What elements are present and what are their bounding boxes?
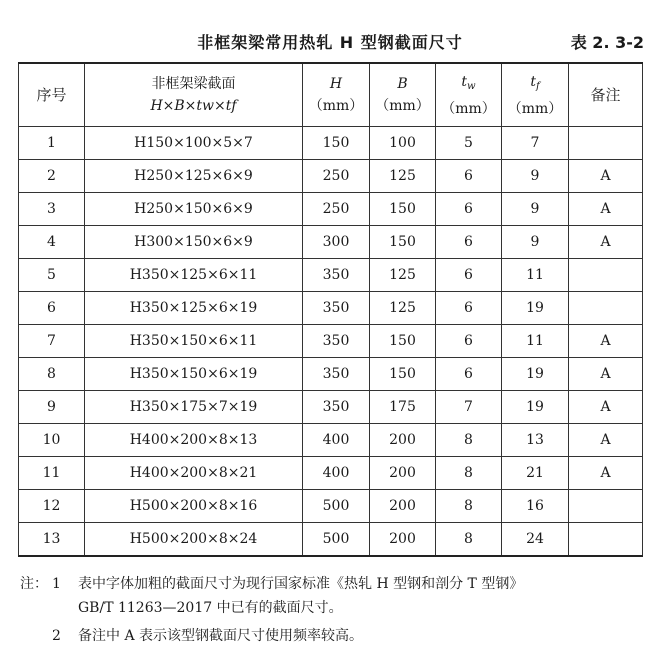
cell-tw: 7 <box>436 391 502 424</box>
table-row <box>19 325 643 358</box>
table-row <box>19 424 643 457</box>
cell-b: 125 <box>370 292 436 325</box>
header-tw <box>436 63 502 127</box>
cell-index: 3 <box>19 193 85 226</box>
cell-section: H250×150×6×9 <box>85 193 303 226</box>
cell-h: 400 <box>303 424 370 457</box>
header-section-formula: H×B×tw×tf <box>150 98 237 114</box>
note-item-2 <box>20 624 650 648</box>
cell-note <box>569 490 643 523</box>
cell-b: 100 <box>370 127 436 160</box>
section-size-table <box>18 62 643 557</box>
cell-tf: 16 <box>502 490 569 523</box>
header-h <box>303 63 370 127</box>
table-row <box>19 259 643 292</box>
table-row <box>19 292 643 325</box>
cell-index: 10 <box>19 424 85 457</box>
table-body <box>19 127 643 557</box>
cell-tf: 9 <box>502 160 569 193</box>
header-tw-symbol: $t_w$ <box>461 73 476 92</box>
cell-note: A <box>569 226 643 259</box>
cell-index: 8 <box>19 358 85 391</box>
note-number: 1 <box>52 576 61 592</box>
cell-tf: 19 <box>502 358 569 391</box>
cell-b: 175 <box>370 391 436 424</box>
cell-tw: 6 <box>436 292 502 325</box>
cell-tf: 21 <box>502 457 569 490</box>
cell-tw: 5 <box>436 127 502 160</box>
cell-tw: 6 <box>436 325 502 358</box>
cell-h: 350 <box>303 391 370 424</box>
cell-h: 250 <box>303 193 370 226</box>
cell-b: 200 <box>370 424 436 457</box>
table-row <box>19 193 643 226</box>
cell-index: 1 <box>19 127 85 160</box>
cell-note: A <box>569 457 643 490</box>
header-b-unit: （mm） <box>375 98 430 114</box>
cell-tf: 13 <box>502 424 569 457</box>
cell-note <box>569 523 643 557</box>
table-row <box>19 127 643 160</box>
cell-note <box>569 127 643 160</box>
cell-section: H400×200×8×13 <box>85 424 303 457</box>
cell-h: 500 <box>303 523 370 557</box>
cell-note: A <box>569 424 643 457</box>
note-text-continued: GB/T 11263—2017 中已有的截面尺寸。 <box>78 600 343 616</box>
table-caption <box>0 30 660 56</box>
table-row <box>19 391 643 424</box>
header-tw-unit: （mm） <box>441 100 496 117</box>
cell-b: 200 <box>370 490 436 523</box>
cell-tw: 6 <box>436 259 502 292</box>
cell-section: H500×200×8×16 <box>85 490 303 523</box>
cell-index: 13 <box>19 523 85 557</box>
cell-b: 150 <box>370 226 436 259</box>
cell-tw: 6 <box>436 193 502 226</box>
cell-h: 150 <box>303 127 370 160</box>
cell-b: 200 <box>370 523 436 557</box>
cell-tw: 8 <box>436 523 502 557</box>
header-b-symbol: B <box>397 76 408 92</box>
table-row <box>19 490 643 523</box>
header-note: 备注 <box>569 63 643 127</box>
cell-index: 9 <box>19 391 85 424</box>
note-prefix: 注： <box>20 576 48 592</box>
cell-b: 200 <box>370 457 436 490</box>
cell-note <box>569 292 643 325</box>
header-index: 序号 <box>19 63 85 127</box>
table-row <box>19 226 643 259</box>
table-number: 表 2. 3-2 <box>570 33 644 52</box>
cell-tf: 11 <box>502 259 569 292</box>
cell-note: A <box>569 193 643 226</box>
cell-index: 4 <box>19 226 85 259</box>
cell-note: A <box>569 358 643 391</box>
cell-h: 250 <box>303 160 370 193</box>
cell-h: 350 <box>303 292 370 325</box>
cell-section: H350×125×6×11 <box>85 259 303 292</box>
cell-section: H300×150×6×9 <box>85 226 303 259</box>
cell-section: H350×150×6×11 <box>85 325 303 358</box>
cell-tf: 9 <box>502 226 569 259</box>
table-row <box>19 160 643 193</box>
header-tf-symbol: $t_f$ <box>530 73 540 92</box>
cell-h: 300 <box>303 226 370 259</box>
cell-tw: 8 <box>436 457 502 490</box>
header-b <box>370 63 436 127</box>
cell-index: 5 <box>19 259 85 292</box>
cell-section: H150×100×5×7 <box>85 127 303 160</box>
cell-tw: 6 <box>436 226 502 259</box>
cell-tf: 11 <box>502 325 569 358</box>
header-h-symbol: H <box>329 76 343 92</box>
cell-section: H500×200×8×24 <box>85 523 303 557</box>
note-text: 备注中 A 表示该型钢截面尺寸使用频率较高。 <box>78 628 364 644</box>
cell-b: 150 <box>370 325 436 358</box>
table-title: 非框架梁常用热轧 H 型钢截面尺寸 <box>197 33 463 52</box>
header-row <box>19 63 643 127</box>
cell-section: H400×200×8×21 <box>85 457 303 490</box>
cell-index: 11 <box>19 457 85 490</box>
cell-h: 350 <box>303 325 370 358</box>
header-tf <box>502 63 569 127</box>
cell-h: 350 <box>303 259 370 292</box>
cell-tf: 7 <box>502 127 569 160</box>
note-text: 表中字体加粗的截面尺寸为现行国家标准《热轧 H 型钢和剖分 T 型钢》 <box>78 576 524 592</box>
cell-note: A <box>569 325 643 358</box>
cell-b: 150 <box>370 358 436 391</box>
header-tf-unit: （mm） <box>507 100 563 117</box>
cell-tf: 19 <box>502 391 569 424</box>
cell-tw: 8 <box>436 490 502 523</box>
cell-tf: 24 <box>502 523 569 557</box>
cell-tf: 9 <box>502 193 569 226</box>
cell-h: 500 <box>303 490 370 523</box>
table-notes <box>20 572 650 648</box>
table-row <box>19 523 643 557</box>
cell-section: H250×125×6×9 <box>85 160 303 193</box>
table-row <box>19 457 643 490</box>
cell-h: 350 <box>303 358 370 391</box>
cell-index: 12 <box>19 490 85 523</box>
cell-tw: 8 <box>436 424 502 457</box>
cell-tw: 6 <box>436 160 502 193</box>
header-section-title: 非框架梁截面 <box>151 76 236 92</box>
cell-section: H350×125×6×19 <box>85 292 303 325</box>
cell-b: 150 <box>370 193 436 226</box>
cell-section: H350×150×6×19 <box>85 358 303 391</box>
cell-note: A <box>569 160 643 193</box>
cell-h: 400 <box>303 457 370 490</box>
cell-b: 125 <box>370 160 436 193</box>
cell-note <box>569 259 643 292</box>
cell-index: 6 <box>19 292 85 325</box>
cell-b: 125 <box>370 259 436 292</box>
cell-note: A <box>569 391 643 424</box>
note-item-1 <box>20 572 650 620</box>
header-section <box>85 63 303 127</box>
cell-index: 7 <box>19 325 85 358</box>
note-number: 2 <box>52 628 61 644</box>
cell-index: 2 <box>19 160 85 193</box>
cell-tw: 6 <box>436 358 502 391</box>
table-row <box>19 358 643 391</box>
cell-section: H350×175×7×19 <box>85 391 303 424</box>
header-h-unit: （mm） <box>308 98 364 114</box>
cell-tf: 19 <box>502 292 569 325</box>
